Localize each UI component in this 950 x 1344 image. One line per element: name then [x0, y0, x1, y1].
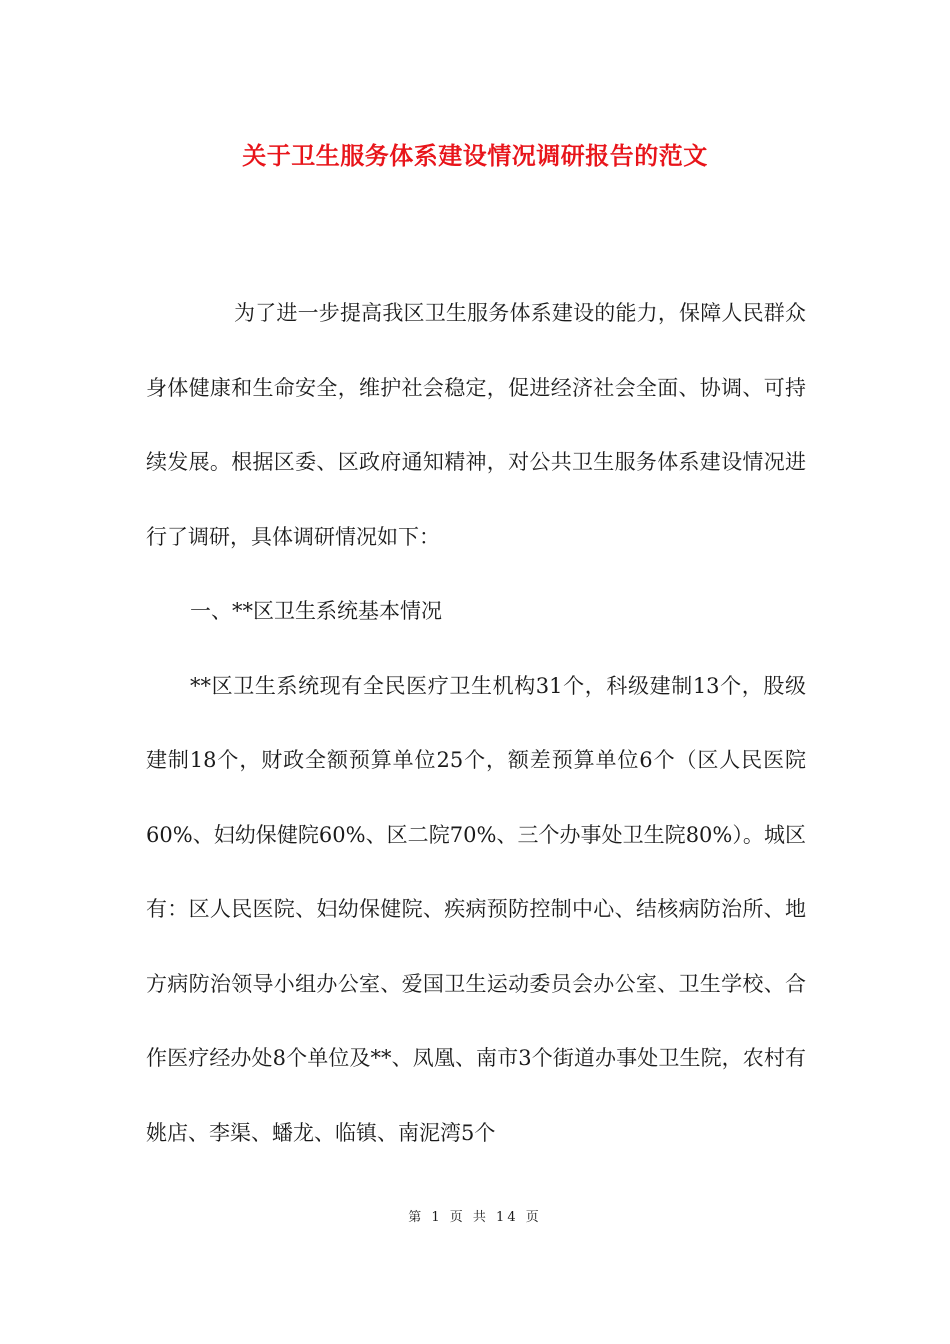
paragraph-intro: 为了进一步提高我区卫生服务体系建设的能力，保障人民群众身体健康和生命安全，维护社会稳定，促进经济社会全面、协调、可持续发展。根据区委、区政府通知精神，对公共卫生服务体系建设情况进行了调研，具体调研情况如下： [146, 301, 806, 549]
document-title: 关于卫生服务体系建设情况调研报告的范文 [242, 141, 708, 170]
page-indicator: 第 1 页 共 14 页 [408, 1210, 542, 1225]
paragraph-basic-info: **区卫生系统现有全民医疗卫生机构31个，科级建制13个，股级建制18个，财政全额预算单位25个，额差预算单位6个（区人民医院60%、妇幼保健院60%、区二院70%、三个办事处卫生院80%）。城区有：区人民医院、妇幼保健院、疾病预防控制中心、结核病防治所、地方病防治领导小组办公室、爱国卫生运动委员会办公室、卫生学校、合作医疗经办处8个单位及**、凤凰、南市3个街道办事处卫生院，农村有姚店、李渠、蟠龙、临镇、南泥湾5个 [146, 673, 806, 1145]
section-heading-1: 一、**区卫生系统基本情况 [190, 599, 442, 623]
document-body [146, 276, 806, 1170]
